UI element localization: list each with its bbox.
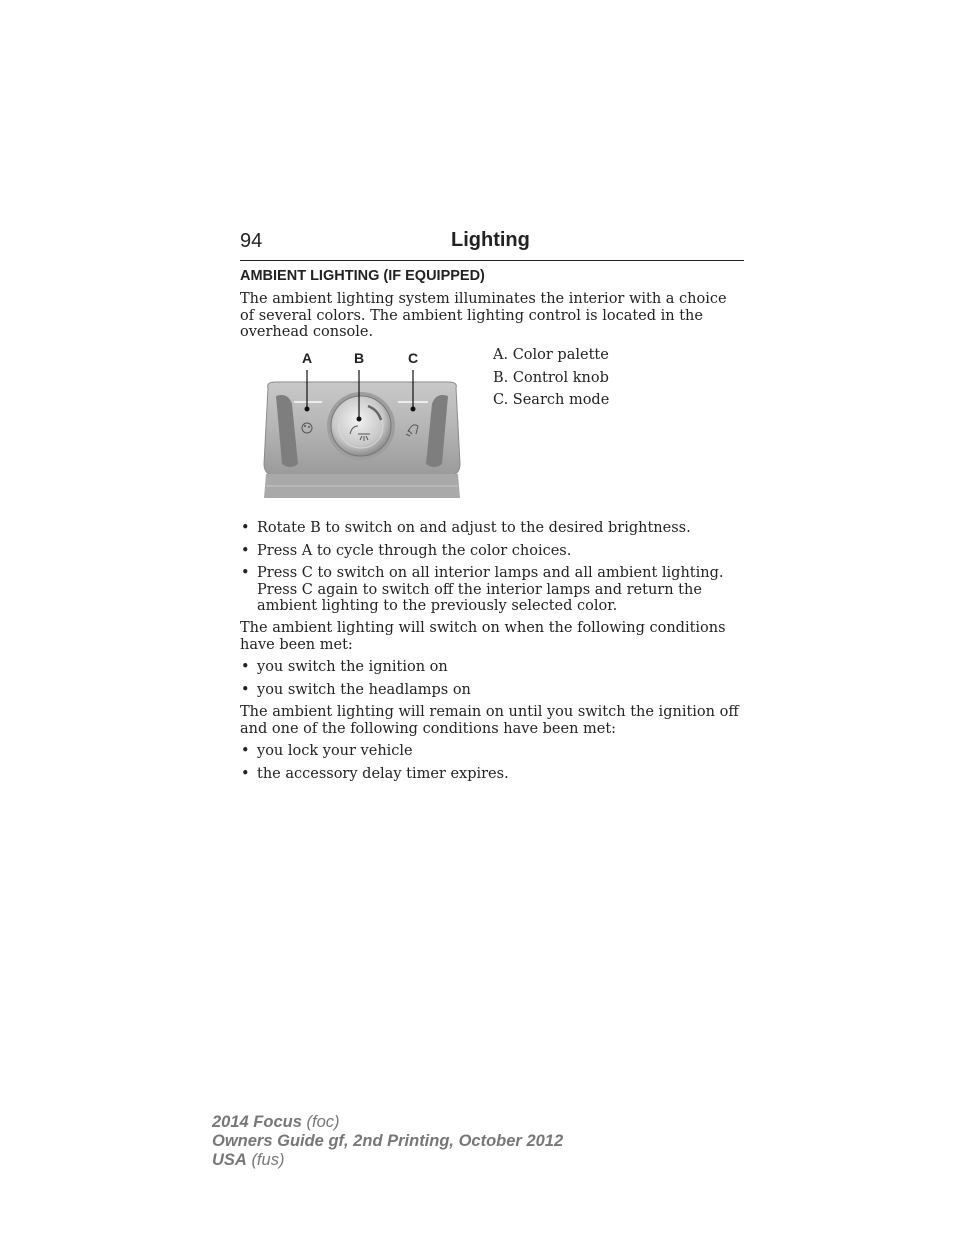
instruction-list	[240, 520, 740, 621]
switch-on-paragraph: The ambient lighting will switch on when the following conditions have been met:	[240, 620, 726, 653]
footer-market-code: (fus)	[251, 1151, 285, 1169]
list-item: • you switch the headlamps on	[240, 682, 740, 699]
ambient-lighting-control-figure	[262, 346, 462, 500]
legend-item-c: C. Search mode	[493, 392, 610, 408]
footer-edition: Owners Guide gf, 2nd Printing, October 2012	[212, 1132, 564, 1150]
remain-on-conditions-list	[240, 743, 740, 788]
intro-paragraph: The ambient lighting system illuminates the interior with a choice of several colors. The ambient lighting control is located in the overhead console.	[240, 291, 727, 340]
footer-market: USA	[212, 1151, 247, 1169]
page-footer	[212, 1113, 563, 1170]
remain-on-paragraph: The ambient lighting will remain on until you switch the ignition off and one of the following conditions have been met:	[240, 704, 739, 737]
footer-model-code: (foc)	[306, 1113, 340, 1131]
page-title: Lighting	[451, 229, 530, 251]
legend-item-a: A. Color palette	[493, 347, 609, 363]
legend-item-b: B. Control knob	[493, 369, 609, 386]
list-item: • you lock your vehicle	[240, 743, 740, 760]
page-number: 94	[240, 230, 263, 252]
list-item: • the accessory delay timer expires.	[240, 766, 740, 783]
figure-legend	[493, 346, 609, 414]
list-item: • Rotate B to switch on and adjust to the desired brightness.	[240, 520, 740, 537]
switch-on-conditions-list	[240, 659, 740, 704]
callout-c: C	[407, 350, 419, 366]
callout-a: A	[301, 350, 313, 366]
list-item: • Press C to switch on all interior lamps and all ambient lighting. Press C again to switch off the interior lamps and return the ambient lighting to the previously selected color.	[240, 565, 740, 615]
footer-model: 2014 Focus	[212, 1113, 302, 1131]
list-item: • Press A to cycle through the color choices.	[240, 543, 740, 560]
section-heading: AMBIENT LIGHTING (IF EQUIPPED)	[240, 268, 485, 284]
callout-b: B	[353, 350, 365, 366]
list-item: • you switch the ignition on	[240, 659, 740, 676]
page-header	[240, 228, 744, 261]
